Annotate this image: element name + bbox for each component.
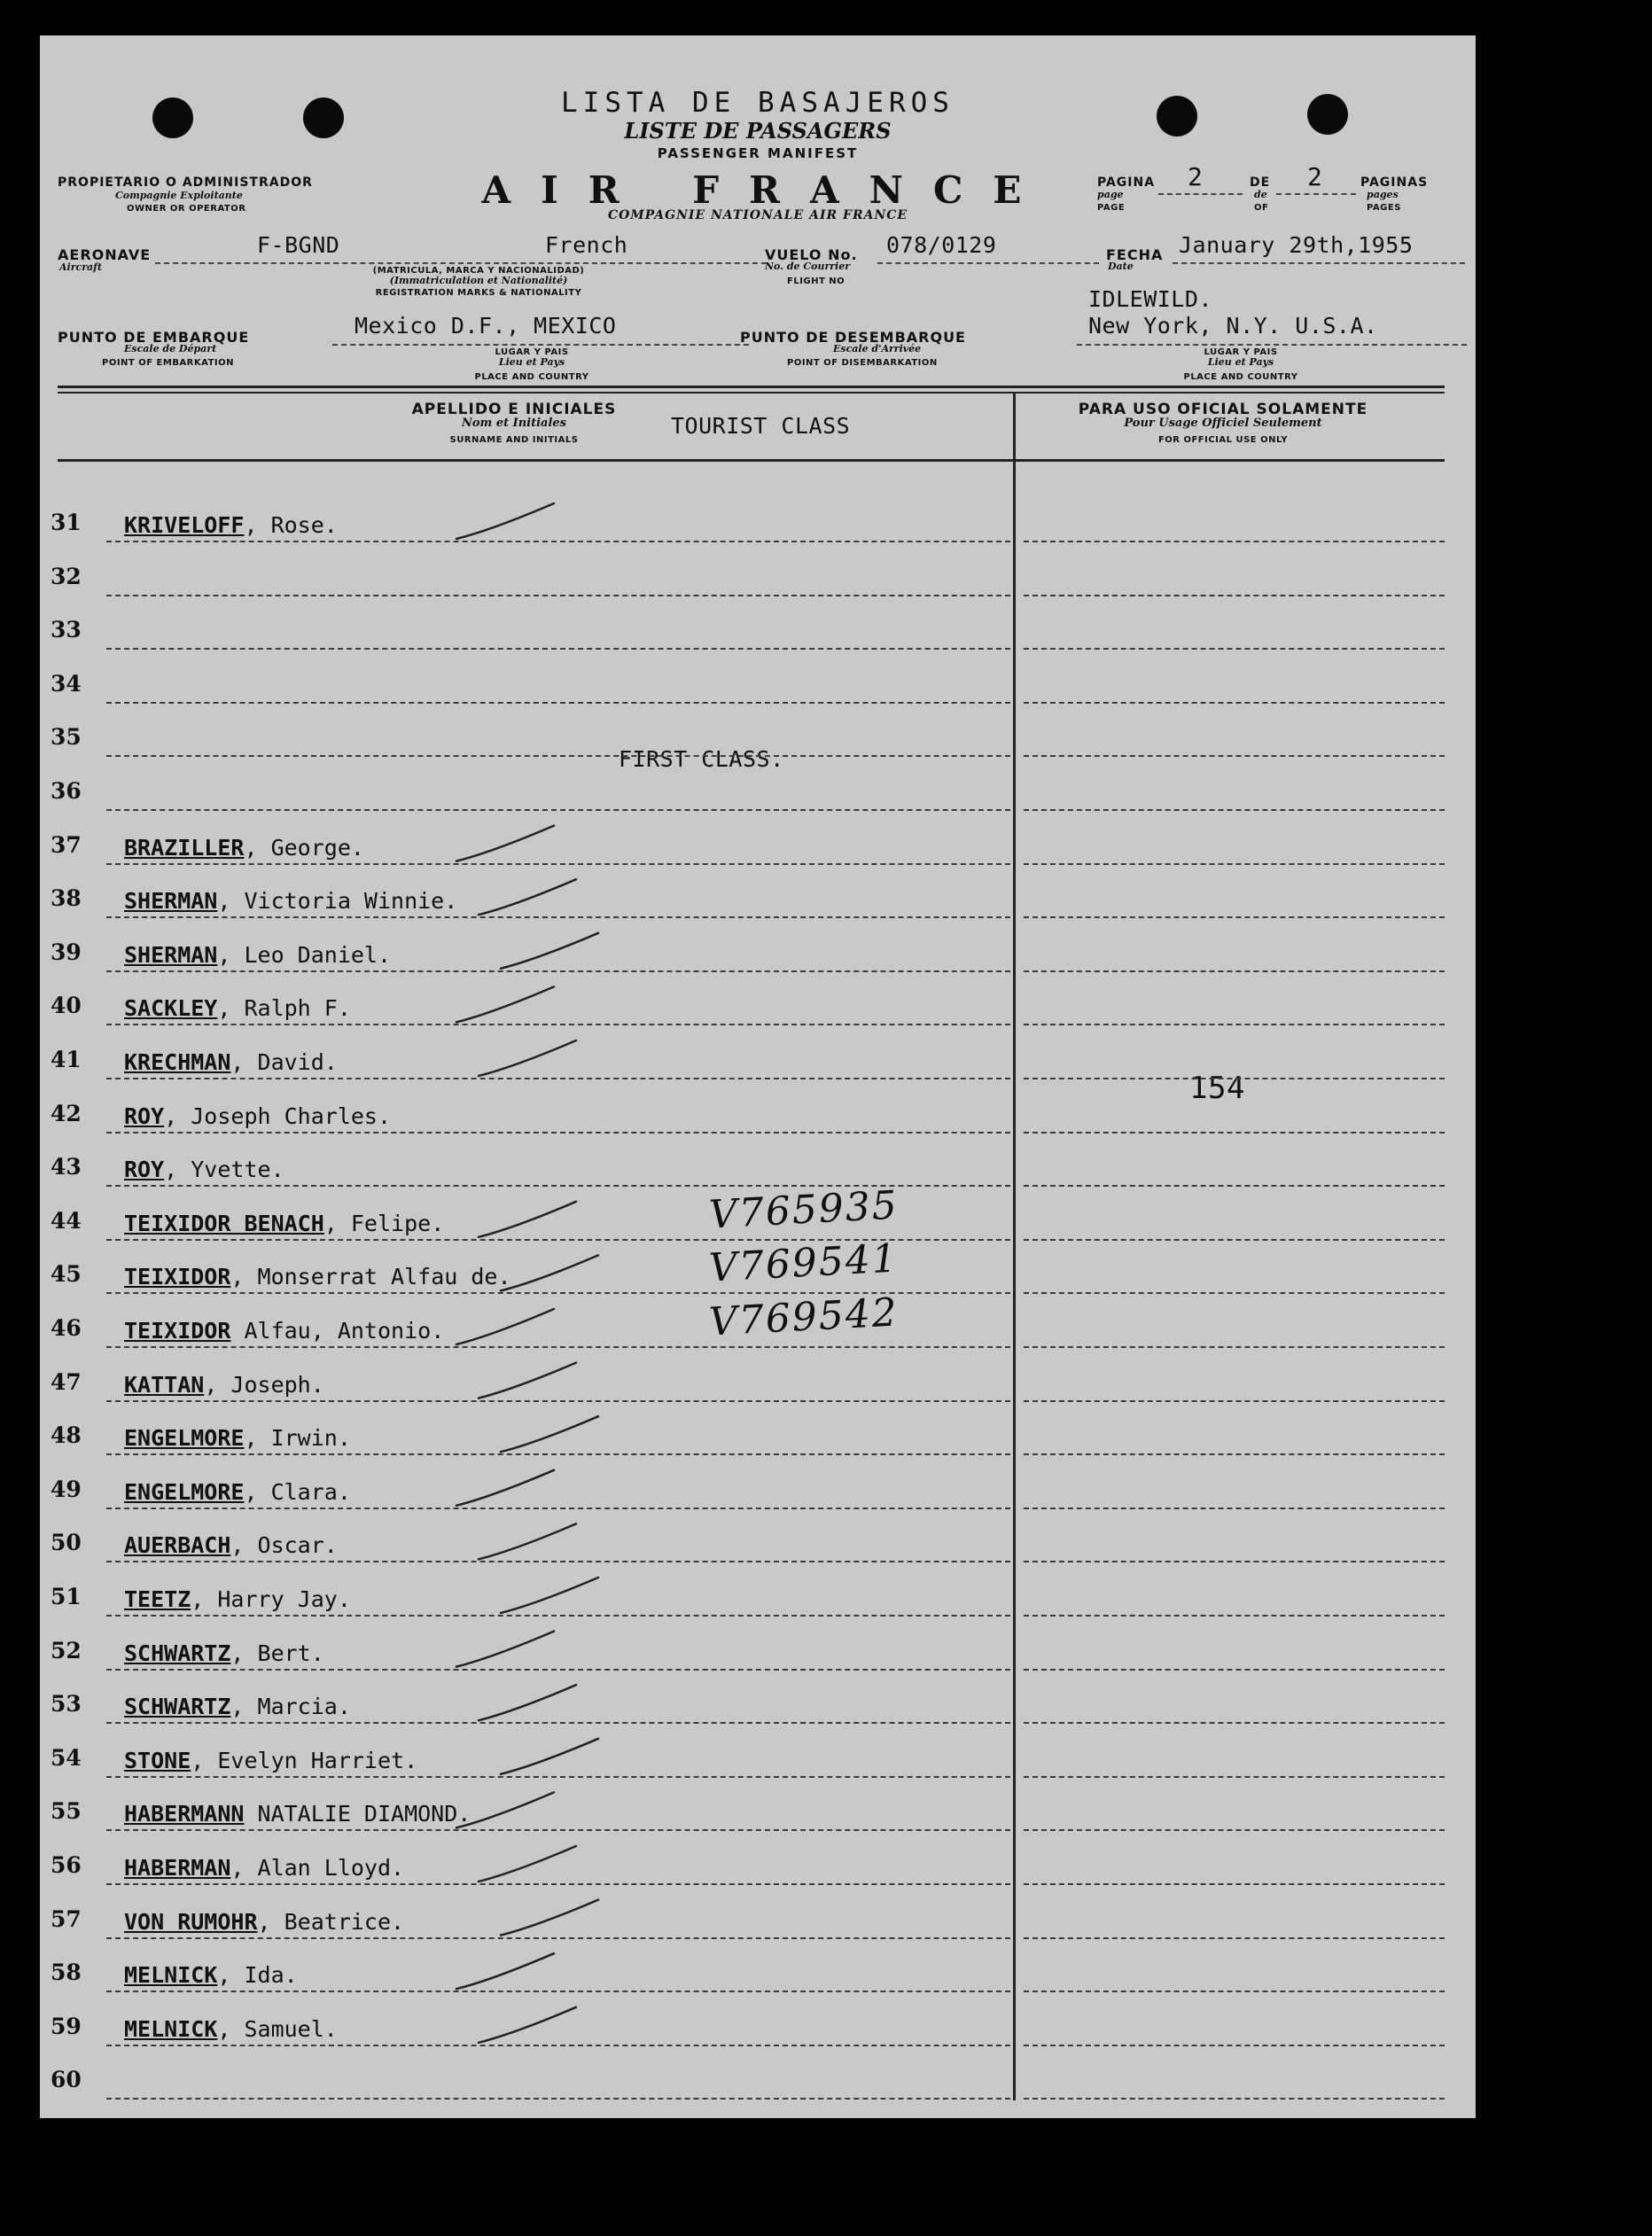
- official-column-sub-fr: Pour Usage Officiel Seulement: [1124, 417, 1322, 430]
- check-mark: [479, 1685, 576, 1720]
- row-number: 32: [51, 563, 82, 589]
- check-mark: [501, 1739, 598, 1774]
- check-mark: [479, 879, 576, 915]
- passenger-surname: MELNICK: [124, 2015, 218, 2042]
- passenger-given-names: , Rose.: [244, 512, 338, 538]
- paginas-sub-fr: pages: [1367, 189, 1399, 200]
- check-mark: [456, 503, 554, 539]
- row-number: 52: [51, 1637, 82, 1663]
- row-number: 31: [51, 510, 82, 535]
- passenger-surname: SHERMAN: [124, 888, 218, 915]
- manifest-title-fr: LISTE DE PASSAGERS: [624, 118, 892, 144]
- row-number: 34: [51, 670, 82, 697]
- flight-date: January 29th,1955: [1179, 232, 1414, 258]
- passenger-given-names: , Felipe.: [323, 1210, 445, 1236]
- passenger-given-names: , Marcia.: [230, 1694, 351, 1720]
- official-note: 154: [1189, 1071, 1245, 1106]
- row-number: 47: [51, 1368, 82, 1395]
- passenger-surname: TEIXIDOR BENACH: [124, 1210, 324, 1236]
- de-sub-en: OF: [1254, 203, 1269, 213]
- aircraft-sub3: REGISTRATION MARKS & NATIONALITY: [375, 288, 582, 298]
- handwritten-visa-number: V769541: [707, 1235, 900, 1291]
- row-number: 38: [51, 885, 82, 912]
- check-mark: [479, 2007, 576, 2043]
- passenger-surname: TEIXIDOR: [124, 1318, 231, 1344]
- passenger-given-names: , Monserrat Alfau de.: [230, 1264, 511, 1290]
- row-number: 53: [51, 1691, 82, 1718]
- de-sub-fr: de: [1254, 189, 1267, 200]
- check-mark: [456, 1632, 554, 1667]
- passenger-given-names: , Joseph.: [204, 1371, 324, 1398]
- row-number: 50: [51, 1530, 82, 1556]
- de-label: DE: [1250, 175, 1271, 190]
- paginas-label: PAGINAS: [1360, 175, 1429, 190]
- tourist-class-label: TOURIST CLASS: [671, 413, 851, 439]
- check-mark: [479, 1363, 576, 1398]
- check-mark: [501, 1255, 598, 1290]
- row-number: 54: [51, 1744, 82, 1771]
- passenger-surname: HABERMANN: [124, 1801, 245, 1827]
- passenger-given-names: , Ida.: [217, 1962, 298, 1989]
- owner-sub-en: OWNER OR OPERATOR: [127, 204, 246, 214]
- owner-sub-fr: Compagnie Exploitante: [115, 190, 243, 201]
- passenger-surname: TEIXIDOR: [124, 1264, 231, 1290]
- disembark-label: PUNTO DE DESEMBARQUE: [740, 329, 966, 346]
- passenger-surname: BRAZILLER: [124, 834, 245, 861]
- row-number: 40: [51, 993, 82, 1019]
- disembark-place-sub1: LUGAR Y PAIS: [1204, 347, 1278, 357]
- passenger-surname: HABERMAN: [124, 1855, 231, 1881]
- handwritten-marks: [40, 35, 1476, 2118]
- check-mark: [456, 986, 554, 1022]
- row-number: 55: [51, 1798, 82, 1825]
- aircraft-sub: Aircraft: [59, 261, 102, 273]
- airline-subtitle: COMPAGNIE NATIONALE AIR FRANCE: [607, 208, 908, 222]
- first-class-label: FIRST CLASS.: [619, 746, 784, 772]
- manifest-title: LISTA DE BASAJEROS: [561, 87, 955, 119]
- row-number: 49: [51, 1476, 82, 1502]
- passenger-given-names: , Yvette.: [164, 1157, 284, 1183]
- manifest-sheet: [40, 35, 1476, 2118]
- date-label: FECHA: [1106, 246, 1164, 263]
- flight-sub-fr: No. de Courrier: [765, 261, 851, 272]
- check-mark: [501, 1900, 598, 1936]
- check-mark: [479, 1846, 576, 1882]
- paginas-sub-en: PAGES: [1367, 203, 1401, 213]
- check-mark: [456, 1953, 554, 1989]
- embark-sub-fr: Escale de Départ: [124, 343, 217, 354]
- embark-place-sub2: Lieu et Pays: [498, 356, 565, 368]
- row-number: 33: [51, 617, 82, 643]
- aircraft-label: AERONAVE: [58, 246, 152, 263]
- row-number: 41: [51, 1047, 82, 1072]
- row-number: 42: [51, 1100, 82, 1126]
- disembark-sub-fr: Escale d'Arrivée: [833, 343, 922, 354]
- passenger-given-names: NATALIE DIAMOND.: [244, 1801, 471, 1827]
- row-number: 56: [51, 1852, 82, 1878]
- check-mark: [456, 826, 554, 861]
- passenger-given-names: Alfau, Antonio.: [230, 1318, 445, 1344]
- pagina-sub-en: PAGE: [1097, 203, 1126, 213]
- passenger-given-names: , David.: [230, 1049, 338, 1075]
- passenger-surname: STONE: [124, 1747, 191, 1773]
- passenger-surname: SHERMAN: [124, 941, 218, 968]
- row-number: 35: [51, 724, 82, 751]
- check-mark: [456, 1470, 554, 1506]
- pagina-label: PAGINA: [1097, 175, 1156, 190]
- passenger-given-names: , Ralph F.: [217, 995, 351, 1022]
- embark-label: PUNTO DE EMBARQUE: [58, 329, 250, 346]
- check-mark: [501, 933, 598, 969]
- aircraft-sub1: (MATRICULA, MARCA Y NACIONALIDAD): [372, 266, 585, 276]
- disembark-place-line2: New York, N.Y. U.S.A.: [1088, 313, 1378, 339]
- row-number: 46: [51, 1315, 82, 1341]
- row-number: 39: [51, 939, 82, 965]
- aircraft-nationality: French: [545, 232, 628, 258]
- handwritten-visa-number: V769542: [707, 1289, 900, 1345]
- row-number: 60: [51, 2067, 82, 2093]
- passenger-surname: ENGELMORE: [124, 1425, 245, 1452]
- disembark-place-sub3: PLACE AND COUNTRY: [1183, 372, 1298, 382]
- official-column-sub-en: FOR OFFICIAL USE ONLY: [1157, 435, 1289, 445]
- passenger-surname: KATTAN: [124, 1371, 205, 1398]
- check-mark: [479, 1202, 576, 1237]
- row-number: 44: [51, 1207, 82, 1234]
- passenger-surname: TEETZ: [124, 1586, 191, 1612]
- passenger-given-names: , Evelyn Harriet.: [191, 1747, 418, 1773]
- flight-sub-en: FLIGHT NO: [787, 277, 845, 286]
- passenger-surname: ENGELMORE: [124, 1478, 245, 1505]
- aircraft-registration: F-BGND: [257, 232, 340, 258]
- page-number: 2: [1188, 162, 1203, 191]
- check-mark: [456, 1309, 554, 1344]
- row-number: 59: [51, 2013, 82, 2039]
- passenger-given-names: , Joseph Charles.: [164, 1102, 392, 1129]
- row-number: 43: [51, 1154, 82, 1180]
- airline-name: AIR FRANCE: [481, 168, 1052, 212]
- flight-label: VUELO No.: [765, 246, 858, 263]
- row-number: 51: [51, 1584, 82, 1609]
- names-column-sub-en: SURNAME AND INITIALS: [449, 435, 579, 445]
- passenger-given-names: , George.: [244, 834, 364, 861]
- disembark-place-line1: IDLEWILD.: [1088, 286, 1212, 312]
- embark-sub-en: POINT OF EMBARKATION: [102, 358, 235, 368]
- row-number: 36: [51, 778, 82, 804]
- names-column-sub-fr: Nom et Initiales: [461, 417, 566, 430]
- row-number: 45: [51, 1261, 82, 1288]
- page-total: 2: [1307, 162, 1322, 191]
- disembark-sub-en: POINT OF DISEMBARKATION: [787, 358, 938, 368]
- passenger-given-names: , Beatrice.: [257, 1908, 405, 1935]
- passenger-surname: SCHWARTZ: [124, 1640, 231, 1666]
- check-mark: [501, 1578, 598, 1613]
- passenger-given-names: , Clara.: [244, 1478, 351, 1505]
- passenger-surname: ROY: [124, 1157, 165, 1183]
- check-mark: [479, 1523, 576, 1559]
- date-sub: Date: [1108, 261, 1134, 272]
- disembark-place-sub2: Lieu et Pays: [1207, 356, 1274, 368]
- check-mark: [501, 1416, 598, 1452]
- passenger-surname: MELNICK: [124, 1962, 218, 1989]
- embark-place-sub3: PLACE AND COUNTRY: [474, 372, 589, 382]
- row-number: 57: [51, 1905, 82, 1932]
- passenger-given-names: , Victoria Winnie.: [217, 888, 458, 915]
- owner-label: PROPIETARIO O ADMINISTRADOR: [58, 175, 313, 190]
- passenger-given-names: , Bert.: [230, 1640, 324, 1666]
- manifest-title-en: PASSENGER MANIFEST: [657, 145, 859, 161]
- row-number: 48: [51, 1422, 82, 1449]
- check-mark: [456, 1792, 554, 1827]
- passenger-surname: KRIVELOFF: [124, 512, 245, 538]
- passenger-surname: SACKLEY: [124, 995, 218, 1022]
- passenger-given-names: , Irwin.: [244, 1425, 351, 1452]
- passenger-given-names: , Harry Jay.: [191, 1586, 351, 1612]
- flight-number: 078/0129: [886, 232, 997, 258]
- names-column-label: APELLIDO E INICIALES: [411, 401, 617, 418]
- aircraft-sub2: (Immatriculation et Nationalité): [389, 275, 568, 286]
- passenger-given-names: , Oscar.: [230, 1532, 338, 1559]
- passenger-given-names: , Alan Lloyd.: [230, 1855, 405, 1881]
- pagina-sub-fr: page: [1097, 189, 1124, 200]
- handwritten-visa-number: V765935: [707, 1182, 900, 1238]
- check-mark: [479, 1040, 576, 1076]
- passenger-surname: AUERBACH: [124, 1532, 231, 1559]
- passenger-given-names: , Leo Daniel.: [217, 941, 392, 968]
- row-number: 58: [51, 1959, 82, 1986]
- row-number: 37: [51, 831, 82, 858]
- passenger-given-names: , Samuel.: [217, 2015, 338, 2042]
- passenger-surname: KRECHMAN: [124, 1049, 231, 1075]
- passenger-surname: VON RUMOHR: [124, 1908, 258, 1935]
- passenger-surname: SCHWARTZ: [124, 1694, 231, 1720]
- embark-place: Mexico D.F., MEXICO: [355, 313, 617, 339]
- embark-place-sub1: LUGAR Y PAIS: [495, 347, 569, 357]
- official-column-label: PARA USO OFICIAL SOLAMENTE: [1078, 401, 1368, 418]
- passenger-surname: ROY: [124, 1102, 165, 1129]
